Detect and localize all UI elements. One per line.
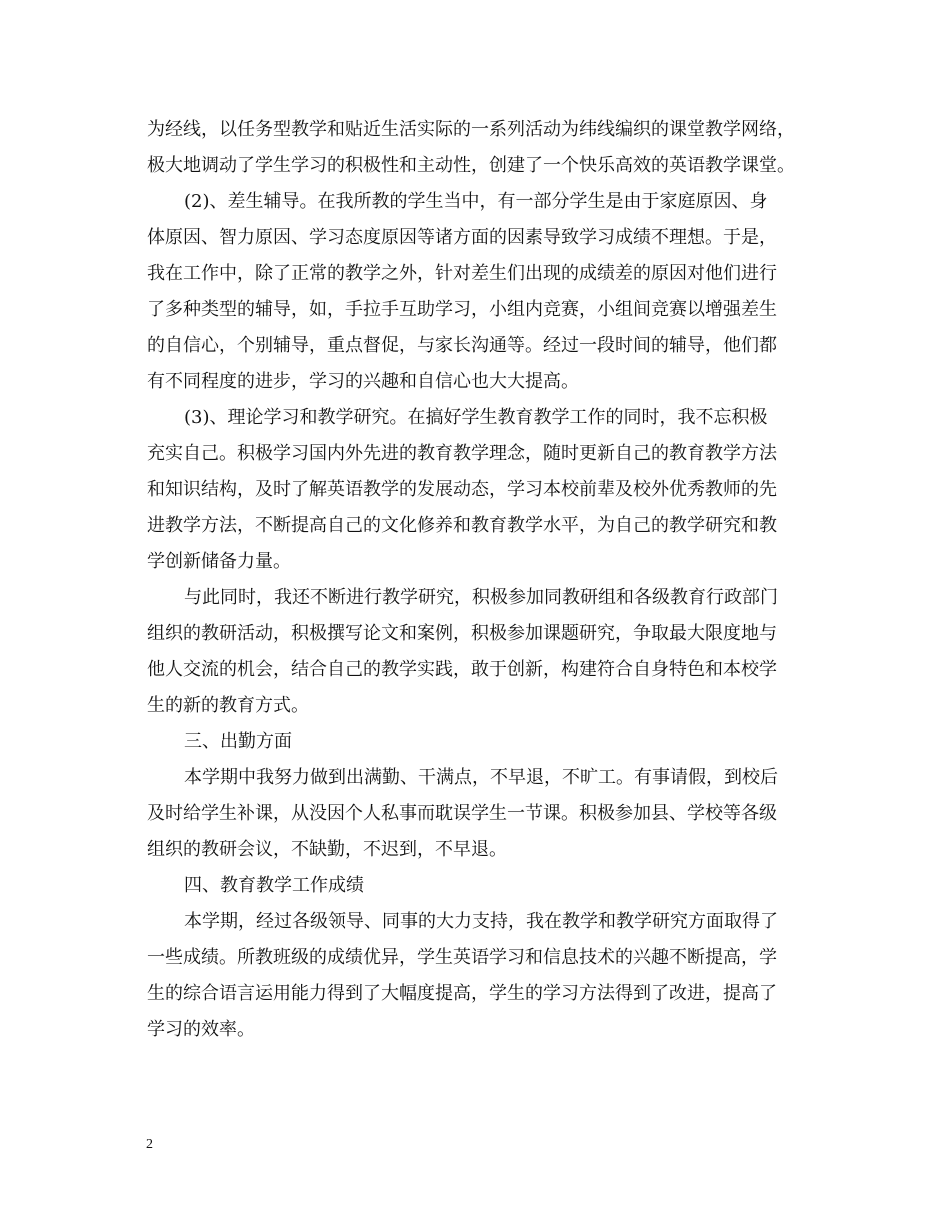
text-line: 组织的教研会议，不缺勤，不迟到，不早退。 <box>147 839 507 860</box>
document-body <box>147 112 817 1048</box>
text-line: 组织的教研活动，积极撰写论文和案例，积极参加课题研究，争取最大限度地与 <box>147 623 777 644</box>
text-line: 生的新的教育方式。 <box>147 695 309 716</box>
paragraph-start: 与此同时，我还不断进行教学研究，积极参加同教研组和各级教育行政部门 <box>184 587 778 608</box>
paragraph-start: (3)、理论学习和教学研究。在搞好学生教育教学工作的同时，我不忘积极 <box>184 407 768 428</box>
section-heading: 四、教育教学工作成绩 <box>184 875 364 896</box>
text-line: 我在工作中，除了正常的教学之外，针对差生们出现的成绩差的原因对他们进行 <box>147 263 777 284</box>
text-line: 进教学方法，不断提高自己的文化修养和教育教学水平，为自己的教学研究和教 <box>147 515 777 536</box>
text-line: 及时给学生补课，从没因个人私事而耽误学生一节课。积极参加县、学校等各级 <box>147 803 777 824</box>
text-line: 和知识结构，及时了解英语教学的发展动态，学习本校前辈及校外优秀教师的先 <box>147 479 777 500</box>
paragraph-start: 本学期，经过各级领导、同事的大力支持，我在教学和教学研究方面取得了 <box>184 911 778 932</box>
text-line: 学习的效率。 <box>147 1019 255 1040</box>
text-line: 为经线，以任务型教学和贴近生活实际的一系列活动为纬线编织的课堂教学网络， <box>147 119 795 140</box>
text-line: 生的综合语言运用能力得到了大幅度提高，学生的学习方法得到了改进，提高了 <box>147 983 777 1004</box>
text-line: 一些成绩。所教班级的成绩优异，学生英语学习和信息技术的兴趣不断提高，学 <box>147 947 777 968</box>
text-line: 了多种类型的辅导，如，手拉手互助学习，小组内竞赛，小组间竞赛以增强差生 <box>147 299 777 320</box>
page-number: 2 <box>146 1137 153 1152</box>
text-line: 有不同程度的进步，学习的兴趣和自信心也大大提高。 <box>147 371 579 392</box>
text-line: 他人交流的机会，结合自己的教学实践，敢于创新，构建符合自身特色和本校学 <box>147 659 777 680</box>
text-line: 的自信心，个别辅导，重点督促，与家长沟通等。经过一段时间的辅导，他们都 <box>147 335 777 356</box>
text-line: 体原因、智力原因、学习态度原因等诸方面的因素导致学习成绩不理想。于是， <box>147 227 777 248</box>
text-line: 极大地调动了学生学习的积极性和主动性，创建了一个快乐高效的英语教学课堂。 <box>147 155 795 176</box>
paragraph-start: (2)、差生辅导。在我所教的学生当中，有一部分学生是由于家庭原因、身 <box>184 191 768 212</box>
text-line: 学创新储备力量。 <box>147 551 291 572</box>
section-heading: 三、出勤方面 <box>184 731 292 752</box>
text-line: 充实自己。积极学习国内外先进的教育教学理念，随时更新自己的教育教学方法 <box>147 443 777 464</box>
paragraph-start: 本学期中我努力做到出满勤、干满点，不早退，不旷工。有事请假，到校后 <box>184 767 778 788</box>
